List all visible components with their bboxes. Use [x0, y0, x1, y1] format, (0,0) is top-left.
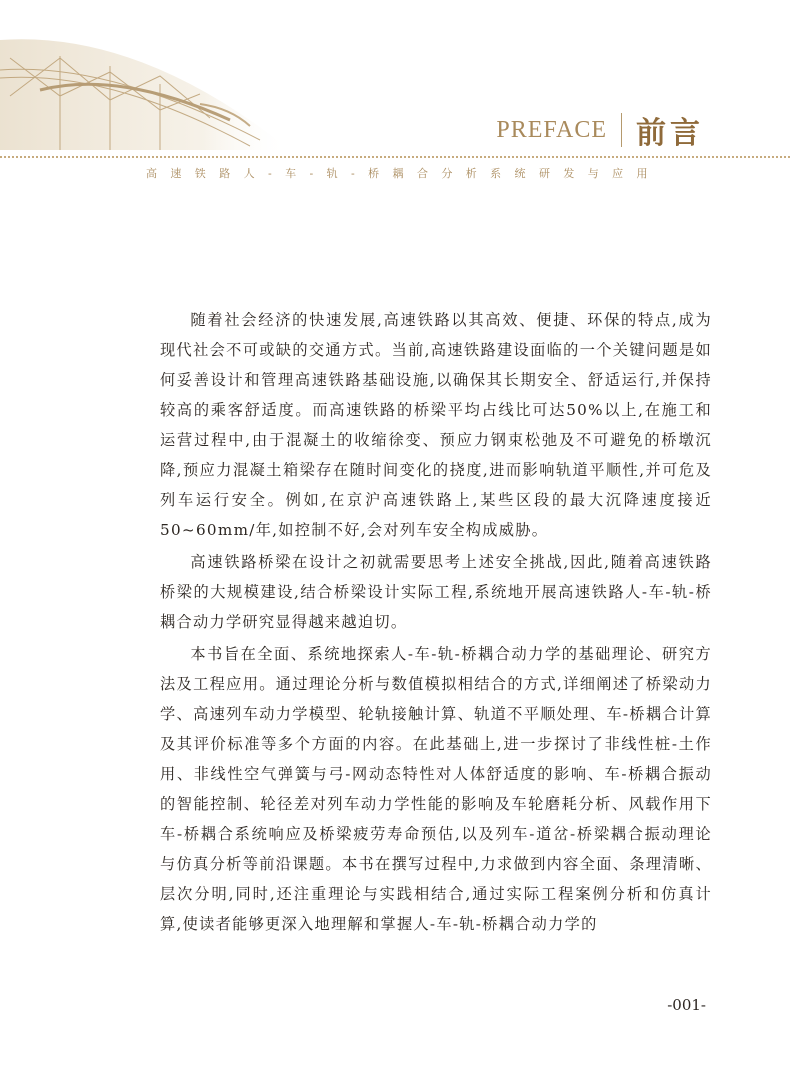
header-divider — [621, 113, 622, 147]
header-title-en: PREFACE — [496, 116, 607, 143]
page-header — [496, 108, 704, 152]
header-dotted-rule — [0, 156, 790, 158]
page-number: -001- — [667, 996, 706, 1014]
header-title-cn: 前言 — [636, 116, 704, 151]
paragraph: 随着社会经济的快速发展,高速铁路以其高效、便捷、环保的特点,成为现代社会不可或缺的交通方式。当前,高速铁路建设面临的一个关键问题是如何妥善设计和管理高速铁路基础设施,以确保其长期安全、舒适运行,并保持较高的乘客舒适度。而高速铁路的桥梁平均占线比可达50%以上,在施工和运营过程中,由于混凝土的收缩徐变、预应力钢束松弛及不可避免的桥墩沉降,预应力混凝土箱梁存在随时间变化的挠度,进而影响轨道平顺性,并可危及列车运行安全。例如,在京沪高速铁路上,某些区段的最大沉降速度接近50~60mm/年,如控制不好,会对列车安全构成威胁。 — [160, 311, 712, 539]
book-subtitle: 高速铁路人-车-轨-桥耦合分析系统研发与应用 — [146, 167, 661, 180]
paragraph: 本书旨在全面、系统地探索人-车-轨-桥耦合动力学的基础理论、研究方法及工程应用。通过理论分析与数值模拟相结合的方式,详细阐述了桥梁动力学、高速列车动力学模型、轮轨接触计算、轨道不平顺处理、车-桥耦合计算及其评价标准等多个方面的内容。在此基础上,进一步探讨了非线性桩-土作用、非线性空气弹簧与弓-网动态特性对人体舒适度的影响、车-桥耦合振动的智能控制、轮径差对列车动力学性能的影响及车轮磨耗分析、风载作用下车-桥耦合系统响应及桥梁疲劳寿命预估,以及列车-道岔-桥梁耦合振动理论与仿真分析等前沿课题。本书在撰写过程中,力求做到内容全面、条理清晰、层次分明,同时,还注重理论与实践相结合,通过实际工程案例分析和仿真计算,使读者能够更深入地理解和掌握人-车-轨-桥耦合动力学的 — [160, 645, 712, 933]
preface-body — [160, 305, 712, 941]
paragraph: 高速铁路桥梁在设计之初就需要思考上述安全挑战,因此,随着高速铁路桥梁的大规模建设,结合桥梁设计实际工程,系统地开展高速铁路人-车-轨-桥耦合动力学研究显得越来越迫切。 — [160, 553, 712, 631]
header-train-bridge-illustration — [0, 0, 300, 160]
